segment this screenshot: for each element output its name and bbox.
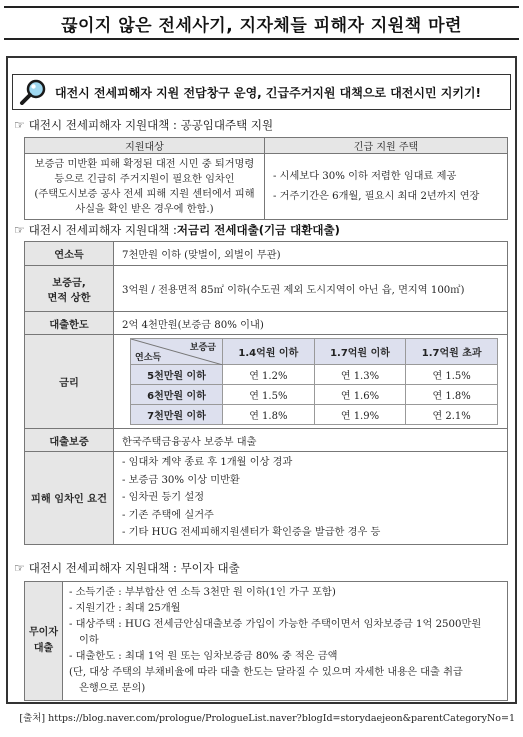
- requirement-item: - 보증금 30% 이상 미반환: [122, 474, 240, 486]
- detail-line: (단, 대상 주택의 부채비율에 따라 대출 한도는 달라질 수 있으며 자세한 내용은 대출 취급: [69, 667, 463, 678]
- income-value: 7천만원 이하 (맞벌이, 외벌이 무관): [114, 242, 508, 266]
- rate-col-header: 1.7억원 초과: [406, 339, 498, 365]
- rate-value: 연 1.5%: [223, 385, 315, 405]
- zero-interest-table: [24, 581, 508, 701]
- detail-line: 이하: [79, 635, 99, 646]
- target-line: 등으로 긴급히 주거지원이 필요한 임차인: [54, 173, 235, 185]
- rate-value: 연 2.1%: [406, 405, 498, 425]
- rate-corner: [131, 339, 223, 365]
- requirement-item: - 기존 주택에 실거주: [122, 509, 214, 521]
- rate-value: 연 1.3%: [314, 365, 406, 385]
- requirement-item: - 기타 HUG 전세피해지원센터가 확인증을 발급한 경우 등: [122, 527, 381, 538]
- header-target: 지원대상: [25, 138, 265, 154]
- rate-row-header: 5천만원 이하: [131, 365, 223, 385]
- pointing-hand-icon: ☞: [14, 118, 25, 132]
- rate-value: 연 1.9%: [314, 405, 406, 425]
- deposit-value: 3억원 / 전용면적 85㎡ 이하(수도권 제외 도시지역이 아닌 읍, 면지역 100㎡): [114, 266, 508, 312]
- housing-line: - 거주기간은 6개월, 필요시 최대 2년까지 연장: [273, 190, 480, 202]
- rate-value: 연 1.8%: [223, 405, 315, 425]
- rate-row-header: 7천만원 이하: [131, 405, 223, 425]
- rate-value: 연 1.5%: [406, 365, 498, 385]
- guarantee-label: 대출보증: [25, 429, 114, 452]
- headline-banner: [12, 74, 511, 110]
- deposit-label: [25, 266, 114, 312]
- zero-interest-label: [25, 582, 63, 701]
- target-line: 사실을 확인 받은 경우에 한함.): [75, 203, 214, 215]
- loan-table: [24, 241, 508, 545]
- detail-line: - 지원기간 : 최대 25개월: [69, 603, 181, 614]
- header-housing: 긴급 지원 주택: [265, 138, 508, 154]
- rate-col-header: 1.4억원 이하: [223, 339, 315, 365]
- requirement-item: - 임대차 계약 종료 후 1개월 이상 경과: [122, 457, 293, 468]
- section-heading-text: 대전시 전세피해자 지원대책 :: [28, 223, 177, 237]
- page-title: 끊이지 않은 전세사기, 지자체들 피해자 지원책 마련: [61, 15, 462, 36]
- rate-corner-income: 연소득: [135, 353, 162, 363]
- rate-value: 연 1.2%: [223, 365, 315, 385]
- zero-interest-label-line: 대출: [33, 643, 54, 654]
- rate-corner-deposit: 보증금: [189, 343, 216, 353]
- public-housing-table: [24, 137, 508, 220]
- zero-interest-label-line: 무이자: [29, 627, 58, 638]
- rate-row-header: 6천만원 이하: [131, 385, 223, 405]
- rate-value: 연 1.8%: [406, 385, 498, 405]
- section-heading-loan: [14, 222, 340, 238]
- rate-value: 연 1.6%: [314, 385, 406, 405]
- housing-cell: [265, 154, 508, 220]
- detail-line: - 소득기준 : 부부합산 연 소득 3천만 원 이하(1인 가구 포함): [69, 587, 336, 598]
- pointing-hand-icon: ☞: [14, 223, 25, 237]
- deposit-label-line: 면적 상한: [47, 292, 91, 304]
- guarantee-value: 한국주택금융공사 보증부 대출: [114, 429, 508, 452]
- deposit-label-line: 보증금,: [52, 277, 86, 289]
- banner-text: 대전시 전세피해자 지원 전담창구 운영, 긴급주거지원 대책으로 대전시민 지키기!: [55, 85, 481, 100]
- section-heading-public-housing: [14, 117, 273, 133]
- limit-label: 대출한도: [25, 312, 114, 335]
- rate-cell: [114, 335, 508, 429]
- requirements-label: 피해 임차인 요건: [25, 452, 114, 545]
- section-heading-text: 대전시 전세피해자 지원대책 : 공공임대주택 지원: [28, 118, 274, 132]
- section-heading-text: 대전시 전세피해자 지원대책 : 무이자 대출: [28, 561, 240, 575]
- target-line: (주택도시보증 공사 전세 피해 지원 센터에서 피해: [34, 188, 255, 200]
- income-label: 연소득: [25, 242, 114, 266]
- target-line: 보증금 미반환 피해 확정된 대전 시민 중 퇴거명령: [34, 158, 255, 170]
- requirements-cell: [114, 452, 508, 545]
- requirements-list: [114, 454, 507, 542]
- title-bar: [4, 6, 519, 40]
- detail-line: 은행으로 문의): [79, 683, 146, 694]
- detail-line: - 대상주택 : HUG 전세금안심대출보증 가입이 가능한 주택이면서 임차보증금 1억 2500만원: [69, 619, 482, 630]
- pointing-hand-icon: ☞: [14, 561, 25, 575]
- section-heading-zero-interest: [14, 560, 240, 576]
- rate-label: 금리: [25, 335, 114, 429]
- rate-table: [130, 338, 498, 425]
- housing-line: - 시세보다 30% 이하 저렴한 임대료 제공: [273, 170, 457, 182]
- magnifier-icon: [19, 79, 49, 105]
- target-cell: [25, 154, 265, 220]
- source-citation: [출처] https://blog.naver.com/prologue/PrologueList.naver?blogId=storydaejeon&parentCategoryNo=1: [19, 713, 515, 724]
- rate-col-header: 1.7억원 이하: [314, 339, 406, 365]
- section-heading-emphasis: 저금리 전세대출(기금 대환대출): [176, 223, 340, 237]
- requirement-item: - 임차권 등기 설정: [122, 492, 205, 503]
- detail-line: - 대출한도 : 최대 1억 원 또는 임차보증금 80% 중 적은 금액: [69, 651, 338, 662]
- limit-value: 2억 4천만원(보증금 80% 이내): [114, 312, 508, 335]
- zero-interest-details: [63, 582, 508, 701]
